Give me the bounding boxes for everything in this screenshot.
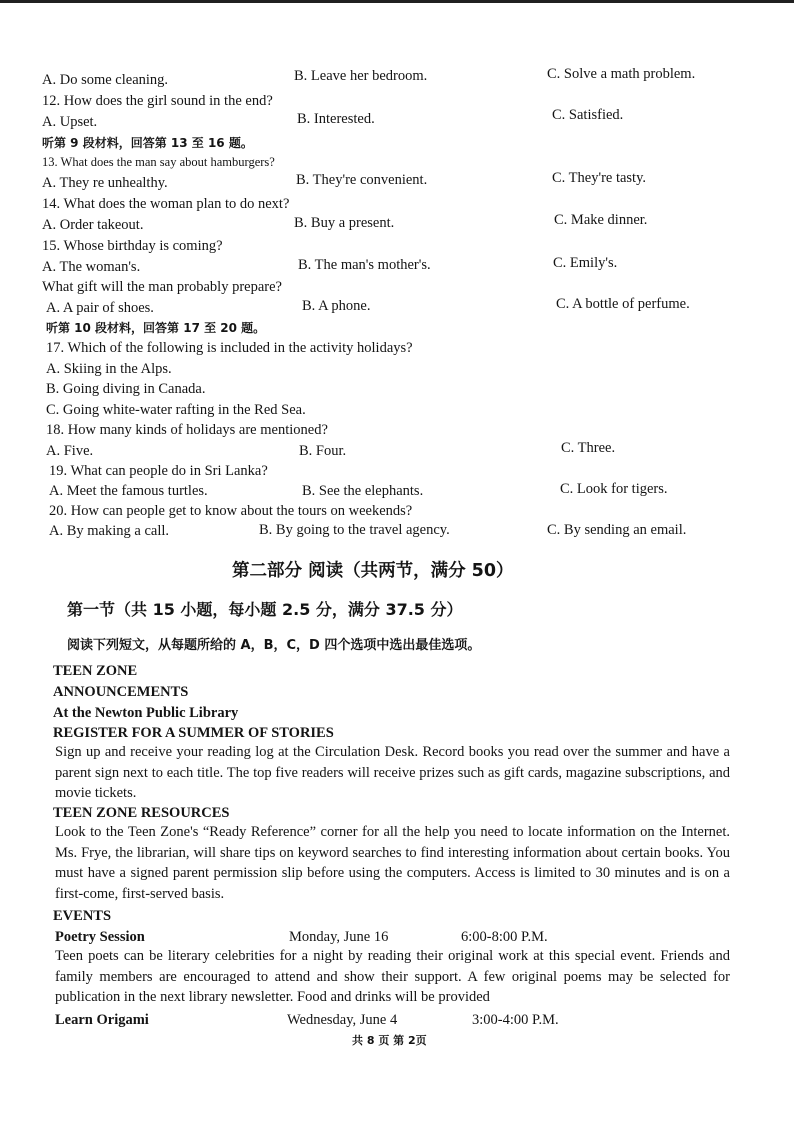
q20-question: 20. How can people get to know about the tours on weekends? (49, 503, 413, 519)
heading-register: REGISTER FOR A SUMMER OF STORIES (53, 725, 334, 741)
q18-option-c: C. Three. (561, 440, 616, 456)
q17-option-c: C. Going white-water rafting in the Red Sea. (46, 402, 306, 418)
q17-option-b: B. Going diving in Canada. (46, 381, 206, 397)
q16-option-b: B. A phone. (302, 298, 371, 314)
q14-option-c: C. Make dinner. (554, 212, 648, 228)
passage-announcements: ANNOUNCEMENTS (53, 684, 189, 700)
passage-teen-zone: TEEN ZONE (53, 663, 138, 679)
q18-option-a: A. Five. (46, 443, 94, 459)
paragraph-poetry: Teen poets can be literary celebrities for a night by reading their original work at this special event. Friends and family members are encouraged to attend and show their support. A few original poems may be selected for publication in the next library newsletter. Food and drinks will be provided (55, 948, 730, 1006)
q16-option-a: A. A pair of shoes. (46, 300, 154, 316)
section10-instruction: 听第 10 段材料，回答第 17 至 20 题。 (46, 321, 266, 335)
q13-option-b: B. They're convenient. (296, 172, 428, 188)
q12-option-b: B. Interested. (297, 111, 375, 127)
reading-instruction: 阅读下列短文，从每题所给的 A，B，C，D 四个选项中选出最佳选项。 (67, 638, 481, 653)
q11-option-c: C. Solve a math problem. (547, 66, 696, 82)
q15-option-a: A. The woman's. (42, 259, 141, 275)
q11-option-b: B. Leave her bedroom. (294, 68, 428, 84)
top-rule (0, 0, 794, 3)
q19-question: 19. What can people do in Sri Lanka? (49, 463, 268, 479)
q14-question: 14. What does the woman plan to do next? (42, 196, 290, 212)
q12-option-c: C. Satisfied. (552, 107, 624, 123)
q13-question: 13. What does the man say about hamburgers? (42, 155, 275, 169)
q19-option-b: B. See the elephants. (302, 483, 424, 499)
part2-title: 第二部分 阅读（共两节，满分 50） (232, 561, 514, 581)
section1-title: 第一节（共 15 小题，每小题 2.5 分，满分 37.5 分） (67, 600, 463, 619)
paragraph-resources: Look to the Teen Zone's “Ready Reference” corner for all the help you need to locate information on the Internet. Ms. Frye, the librarian, will share tips on keyword searches to find interesting information about certain books. You must have a signed parent permission slip before using the computers. Access is limited to 30 minutes and is on a first-come, first-served basis. (55, 824, 730, 903)
heading-events: EVENTS (53, 908, 112, 924)
event-poetry-date: Monday, June 16 (289, 929, 389, 945)
q20-option-c: C. By sending an email. (547, 522, 687, 538)
q20-option-a: A. By making a call. (49, 523, 170, 539)
q13-option-c: C. They're tasty. (552, 170, 647, 186)
q17-question: 17. Which of the following is included in the activity holidays? (46, 340, 413, 356)
event-origami-date: Wednesday, June 4 (287, 1012, 398, 1028)
section9-instruction: 听第 9 段材料，回答第 13 至 16 题。 (42, 136, 253, 150)
q14-option-b: B. Buy a present. (294, 215, 395, 231)
q17-option-a: A. Skiing in the Alps. (46, 361, 172, 377)
q14-option-a: A. Order takeout. (42, 217, 144, 233)
q15-option-c: C. Emily's. (553, 255, 618, 271)
passage-library-name: At the Newton Public Library (53, 705, 239, 721)
q13-option-a: A. They re unhealthy. (42, 175, 168, 191)
heading-resources: TEEN ZONE RESOURCES (53, 805, 230, 821)
q19-option-a: A. Meet the famous turtles. (49, 483, 208, 499)
q18-option-b: B. Four. (299, 443, 347, 459)
event-origami-name: Learn Origami (55, 1012, 149, 1028)
event-poetry-name: Poetry Session (55, 929, 145, 945)
event-poetry-time: 6:00-8:00 P.M. (461, 929, 548, 945)
q20-option-b: B. By going to the travel agency. (259, 522, 450, 538)
q15-option-b: B. The man's mother's. (298, 257, 431, 273)
q12-option-a: A. Upset. (42, 114, 98, 130)
event-origami-time: 3:00-4:00 P.M. (472, 1012, 559, 1028)
q15-question: 15. Whose birthday is coming? (42, 238, 223, 254)
paragraph-register: Sign up and receive your reading log at the Circulation Desk. Record books you read over the summer and have a parent sign next to each title. The top five readers will receive prizes such as gift cards, magazine subscriptions, and movie tickets. (55, 744, 730, 802)
q16-question: What gift will the man probably prepare? (42, 279, 282, 295)
q18-question: 18. How many kinds of holidays are mentioned? (46, 422, 328, 438)
page-footer: 共 8 页 第 2页 (352, 1034, 427, 1047)
q16-option-c: C. A bottle of perfume. (556, 296, 690, 312)
q19-option-c: C. Look for tigers. (560, 481, 668, 497)
q12-question: 12. How does the girl sound in the end? (42, 93, 273, 109)
q11-option-a: A. Do some cleaning. (42, 72, 169, 88)
